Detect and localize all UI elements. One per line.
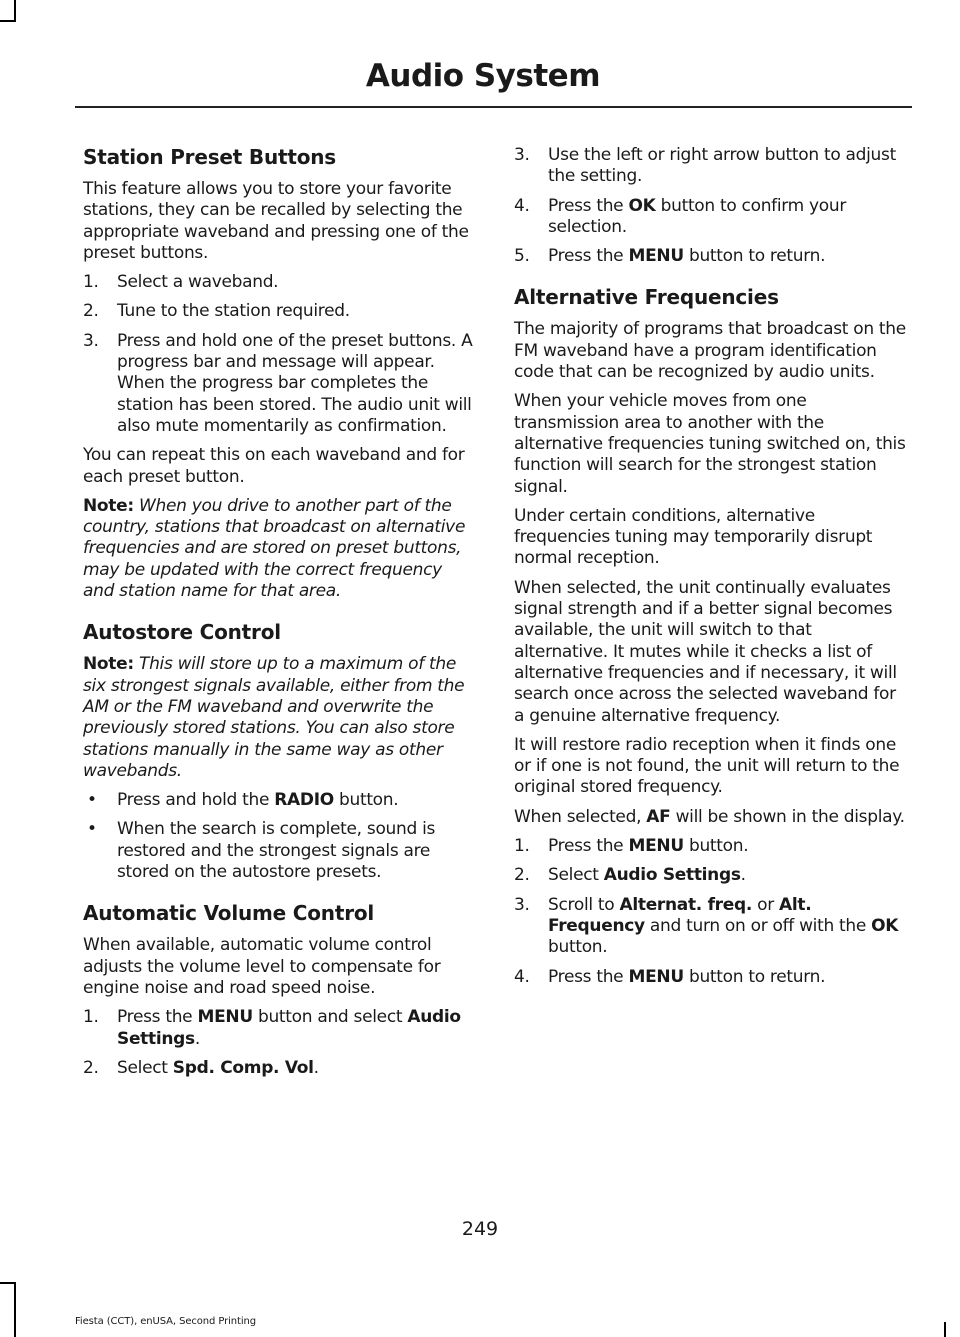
list-item: 4. Press the MENU button to return. bbox=[514, 966, 826, 987]
crop-mark-bottom-right bbox=[944, 1322, 946, 1337]
autostore-note bbox=[83, 654, 476, 782]
crop-mark-top-left-h bbox=[0, 20, 16, 22]
section-heading-station-preset: Station Preset Buttons bbox=[83, 145, 336, 169]
list-item: 3. Press and hold one of the preset buttons. A progress bar and message will appear. When the progress bar completes the station has been stored. The audio unit will also mute momentarily as confirmation. bbox=[83, 330, 473, 436]
af-paragraph: It will restore radio reception when it finds one or if one is not found, the unit will return to the original stored frequency. bbox=[514, 734, 900, 798]
list-item: 4. Press the OK button to confirm your selection. bbox=[514, 195, 847, 237]
list-item: 5. Press the MENU button to return. bbox=[514, 246, 826, 267]
autostore-bullets bbox=[83, 790, 476, 883]
list-item: 2. Select Audio Settings. bbox=[514, 865, 746, 886]
list-item: 1. Select a waveband. bbox=[83, 272, 279, 293]
left-column bbox=[83, 145, 476, 1087]
list-item: • When the search is complete, sound is restored and the strongest signals are stored on the autostore presets. bbox=[87, 819, 436, 883]
note-label: Note: bbox=[83, 495, 134, 516]
af-paragraph: Under certain conditions, alternative frequencies tuning may temporarily disrupt normal reception. bbox=[514, 505, 873, 569]
af-paragraph: When your vehicle moves from one transmission area to another with the alternative frequencies tuning switched on, this function will search for the strongest station signal. bbox=[514, 391, 906, 497]
list-item: 3. Scroll to Alternat. freq. or Alt. Frequency and turn on or off with the OK button. bbox=[514, 894, 899, 958]
avc-steps-continued bbox=[514, 145, 909, 267]
list-item: 2. Tune to the station required. bbox=[83, 301, 350, 322]
list-item: 2. Select Spd. Comp. Vol. bbox=[83, 1057, 319, 1078]
page-number: 249 bbox=[461, 1218, 499, 1240]
section-heading-alternative-frequencies: Alternative Frequencies bbox=[514, 285, 779, 310]
list-item: 1. Press the MENU button. bbox=[514, 836, 749, 857]
station-preset-repeat: You can repeat this on each waveband and for each preset button. bbox=[83, 445, 465, 487]
avc-steps bbox=[83, 1007, 476, 1079]
footer-text: Fiesta (CCT), enUSA, Second Printing bbox=[75, 1316, 257, 1327]
station-preset-steps bbox=[83, 272, 476, 437]
af-paragraph: When selected, AF will be shown in the display. bbox=[514, 806, 905, 827]
section-heading-autostore: Autostore Control bbox=[83, 620, 281, 645]
af-paragraph: The majority of programs that broadcast on the FM waveband have a program identification code that can be recognized by audio units. bbox=[514, 319, 906, 383]
note-text: This will store up to a maximum of the six strongest signals available, either from the AM or the FM waveband and overwrite the previously stored stations. You can also store stations manually in the same way as other wavebands. bbox=[83, 654, 465, 781]
af-steps bbox=[514, 836, 909, 988]
header-divider bbox=[75, 106, 912, 108]
station-preset-note bbox=[83, 496, 476, 602]
right-column bbox=[514, 145, 909, 996]
section-heading-avc: Automatic Volume Control bbox=[83, 901, 375, 926]
note-label: Note: bbox=[83, 654, 134, 675]
note-text: When you drive to another part of the country, stations that broadcast on alternative frequencies and are stored on preset buttons, may be updated with the correct frequency and station name for that area. bbox=[83, 495, 466, 602]
list-item: 1. Press the MENU button and select Audio Settings. bbox=[83, 1007, 461, 1049]
crop-mark-top-left bbox=[14, 0, 16, 22]
af-paragraph: When selected, the unit continually evaluates signal strength and if a better signal becomes available, the unit will switch to that alternative. It mutes while it checks a list of alternative frequencies and if necessary, it will search once across the selected waveband for a genuine alternative frequency. bbox=[514, 577, 897, 726]
station-preset-intro: This feature allows you to store your favorite stations, they can be recalled by selecting the appropriate waveband and pressing one of the preset buttons. bbox=[83, 179, 469, 263]
crop-mark-bottom-left bbox=[14, 1282, 16, 1337]
list-item: • Press and hold the RADIO button. bbox=[87, 790, 399, 811]
page-title: Audio System bbox=[365, 58, 600, 94]
avc-intro: When available, automatic volume control adjusts the volume level to compensate for engine noise and road speed noise. bbox=[83, 935, 441, 998]
crop-mark-bottom-left-h bbox=[0, 1282, 16, 1284]
list-item: 3. Use the left or right arrow button to adjust the setting. bbox=[514, 145, 896, 187]
